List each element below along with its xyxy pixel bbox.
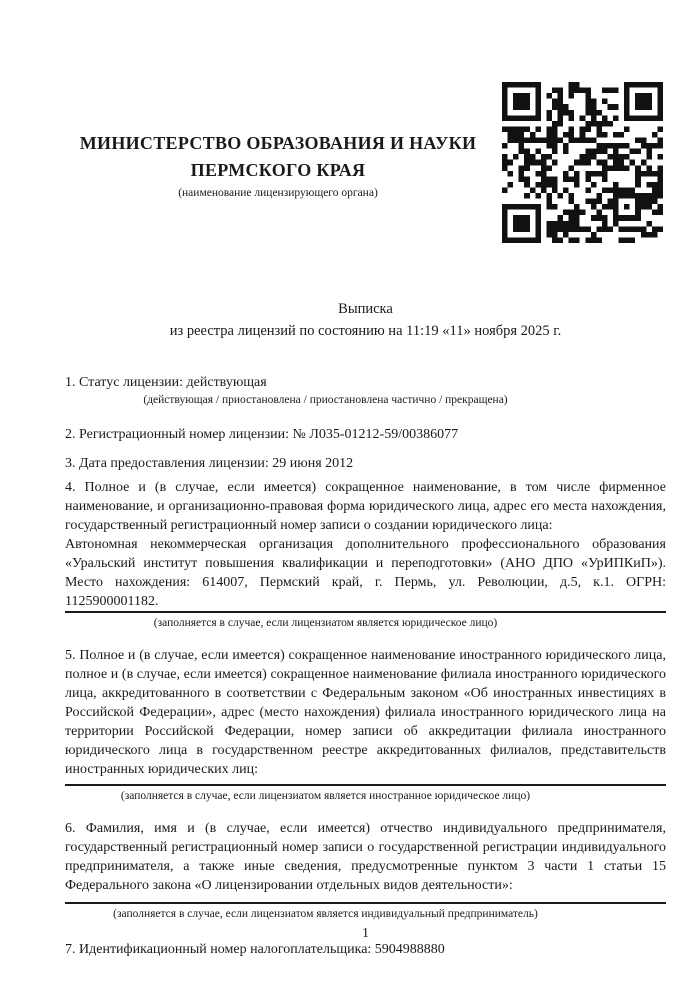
fill-line	[65, 784, 666, 786]
ministry-name	[65, 130, 491, 184]
license-status-text: 1. Статус лицензии: действующая	[65, 375, 267, 390]
taxpayer-id-text: 7. Идентификационный номер налогоплательщика: 5904988880	[65, 942, 445, 957]
legal-entity-question: 4. Полное и (в случае, если имеется) сокращенное наименование, в том числе фирменное наименование, и организационно-правовая форма юридического лица, адрес его места нахождения, государственный регистрационный номер записи о создании юридического лица:	[65, 480, 666, 533]
licensing-authority-caption: (наименование лицензирующего органа)	[178, 187, 378, 199]
item-taxpayer-id	[65, 940, 666, 959]
legal-entity-value: Автономная некоммерческая организация дополнительного профессионального образования «Уральский институт повышения квалификации и переподготовки» (АНО ДПО «УрИПКиП»). Место нахождения: 614007, Пермский край, г. Пермь, ул. Революции, д.5, к.1. ОГРН: 1125900001182.	[65, 537, 666, 609]
item-license-grant-date	[65, 454, 666, 473]
fill-line	[65, 902, 666, 904]
item-license-status	[65, 373, 666, 407]
ministry-name-line1: МИНИСТЕРСТВО ОБРАЗОВАНИЯ И НАУКИ	[79, 133, 477, 153]
legal-entity-caption: (заполняется в случае, если лицензиатом является юридическое лицо)	[153, 617, 498, 629]
item-individual-entrepreneur	[65, 819, 666, 921]
letterhead	[65, 130, 491, 200]
item-registration-number	[65, 425, 666, 444]
ministry-name-line2: ПЕРМСКОГО КРАЯ	[190, 160, 366, 180]
individual-entrepreneur-caption: (заполняется в случае, если лицензиатом является индивидуальный предприниматель)	[113, 908, 538, 920]
qr-code-icon	[502, 82, 663, 243]
license-grant-date-text: 3. Дата предоставления лицензии: 29 июня 2012	[65, 456, 354, 471]
document-title-line2: из реестра лицензий по состоянию на 11:19 «11» ноября 2025 г.	[169, 323, 562, 339]
page-number: 1	[362, 926, 369, 941]
document-body	[65, 298, 666, 959]
fill-line	[65, 611, 666, 613]
registration-number-text: 2. Регистрационный номер лицензии: № Л035-01212-59/00386077	[65, 427, 459, 442]
document-title	[65, 298, 666, 342]
license-status-options-caption: (действующая / приостановлена / приостановлена частично / прекращена)	[143, 394, 508, 406]
item-legal-entity	[65, 478, 666, 630]
document-title-line1: Выписка	[338, 301, 393, 317]
foreign-legal-entity-caption: (заполняется в случае, если лицензиатом является иностранное юридическое лицо)	[120, 790, 531, 802]
individual-entrepreneur-question: 6. Фамилия, имя и (в случае, если имеется) отчество индивидуального предпринимателя, государственный регистрационный номер записи о государственной регистрации индивидуального предпринимателя, а также иные сведения, предусмотренные пунктом 3 части 1 статьи 15 Федерального закона «О лицензировании отдельных видов деятельности»:	[65, 821, 666, 893]
item-foreign-legal-entity	[65, 646, 666, 803]
foreign-legal-entity-question: 5. Полное и (в случае, если имеется) сокращенное наименование иностранного юридического лица, полное и (в случае, если имеется) сокращенное наименование филиала иностранного юридического лица, аккредитованного в соответствии с Федеральным законом «Об иностранных инвестициях в Российской Федерации», адрес (место нахождения) филиала иностранного юридического лица на территории Российской Федерации, номер записи об аккредитации филиала иностранного юридического лица в государственном реестре аккредитованных филиалов, представительств иностранных юридических лиц:	[65, 648, 666, 777]
